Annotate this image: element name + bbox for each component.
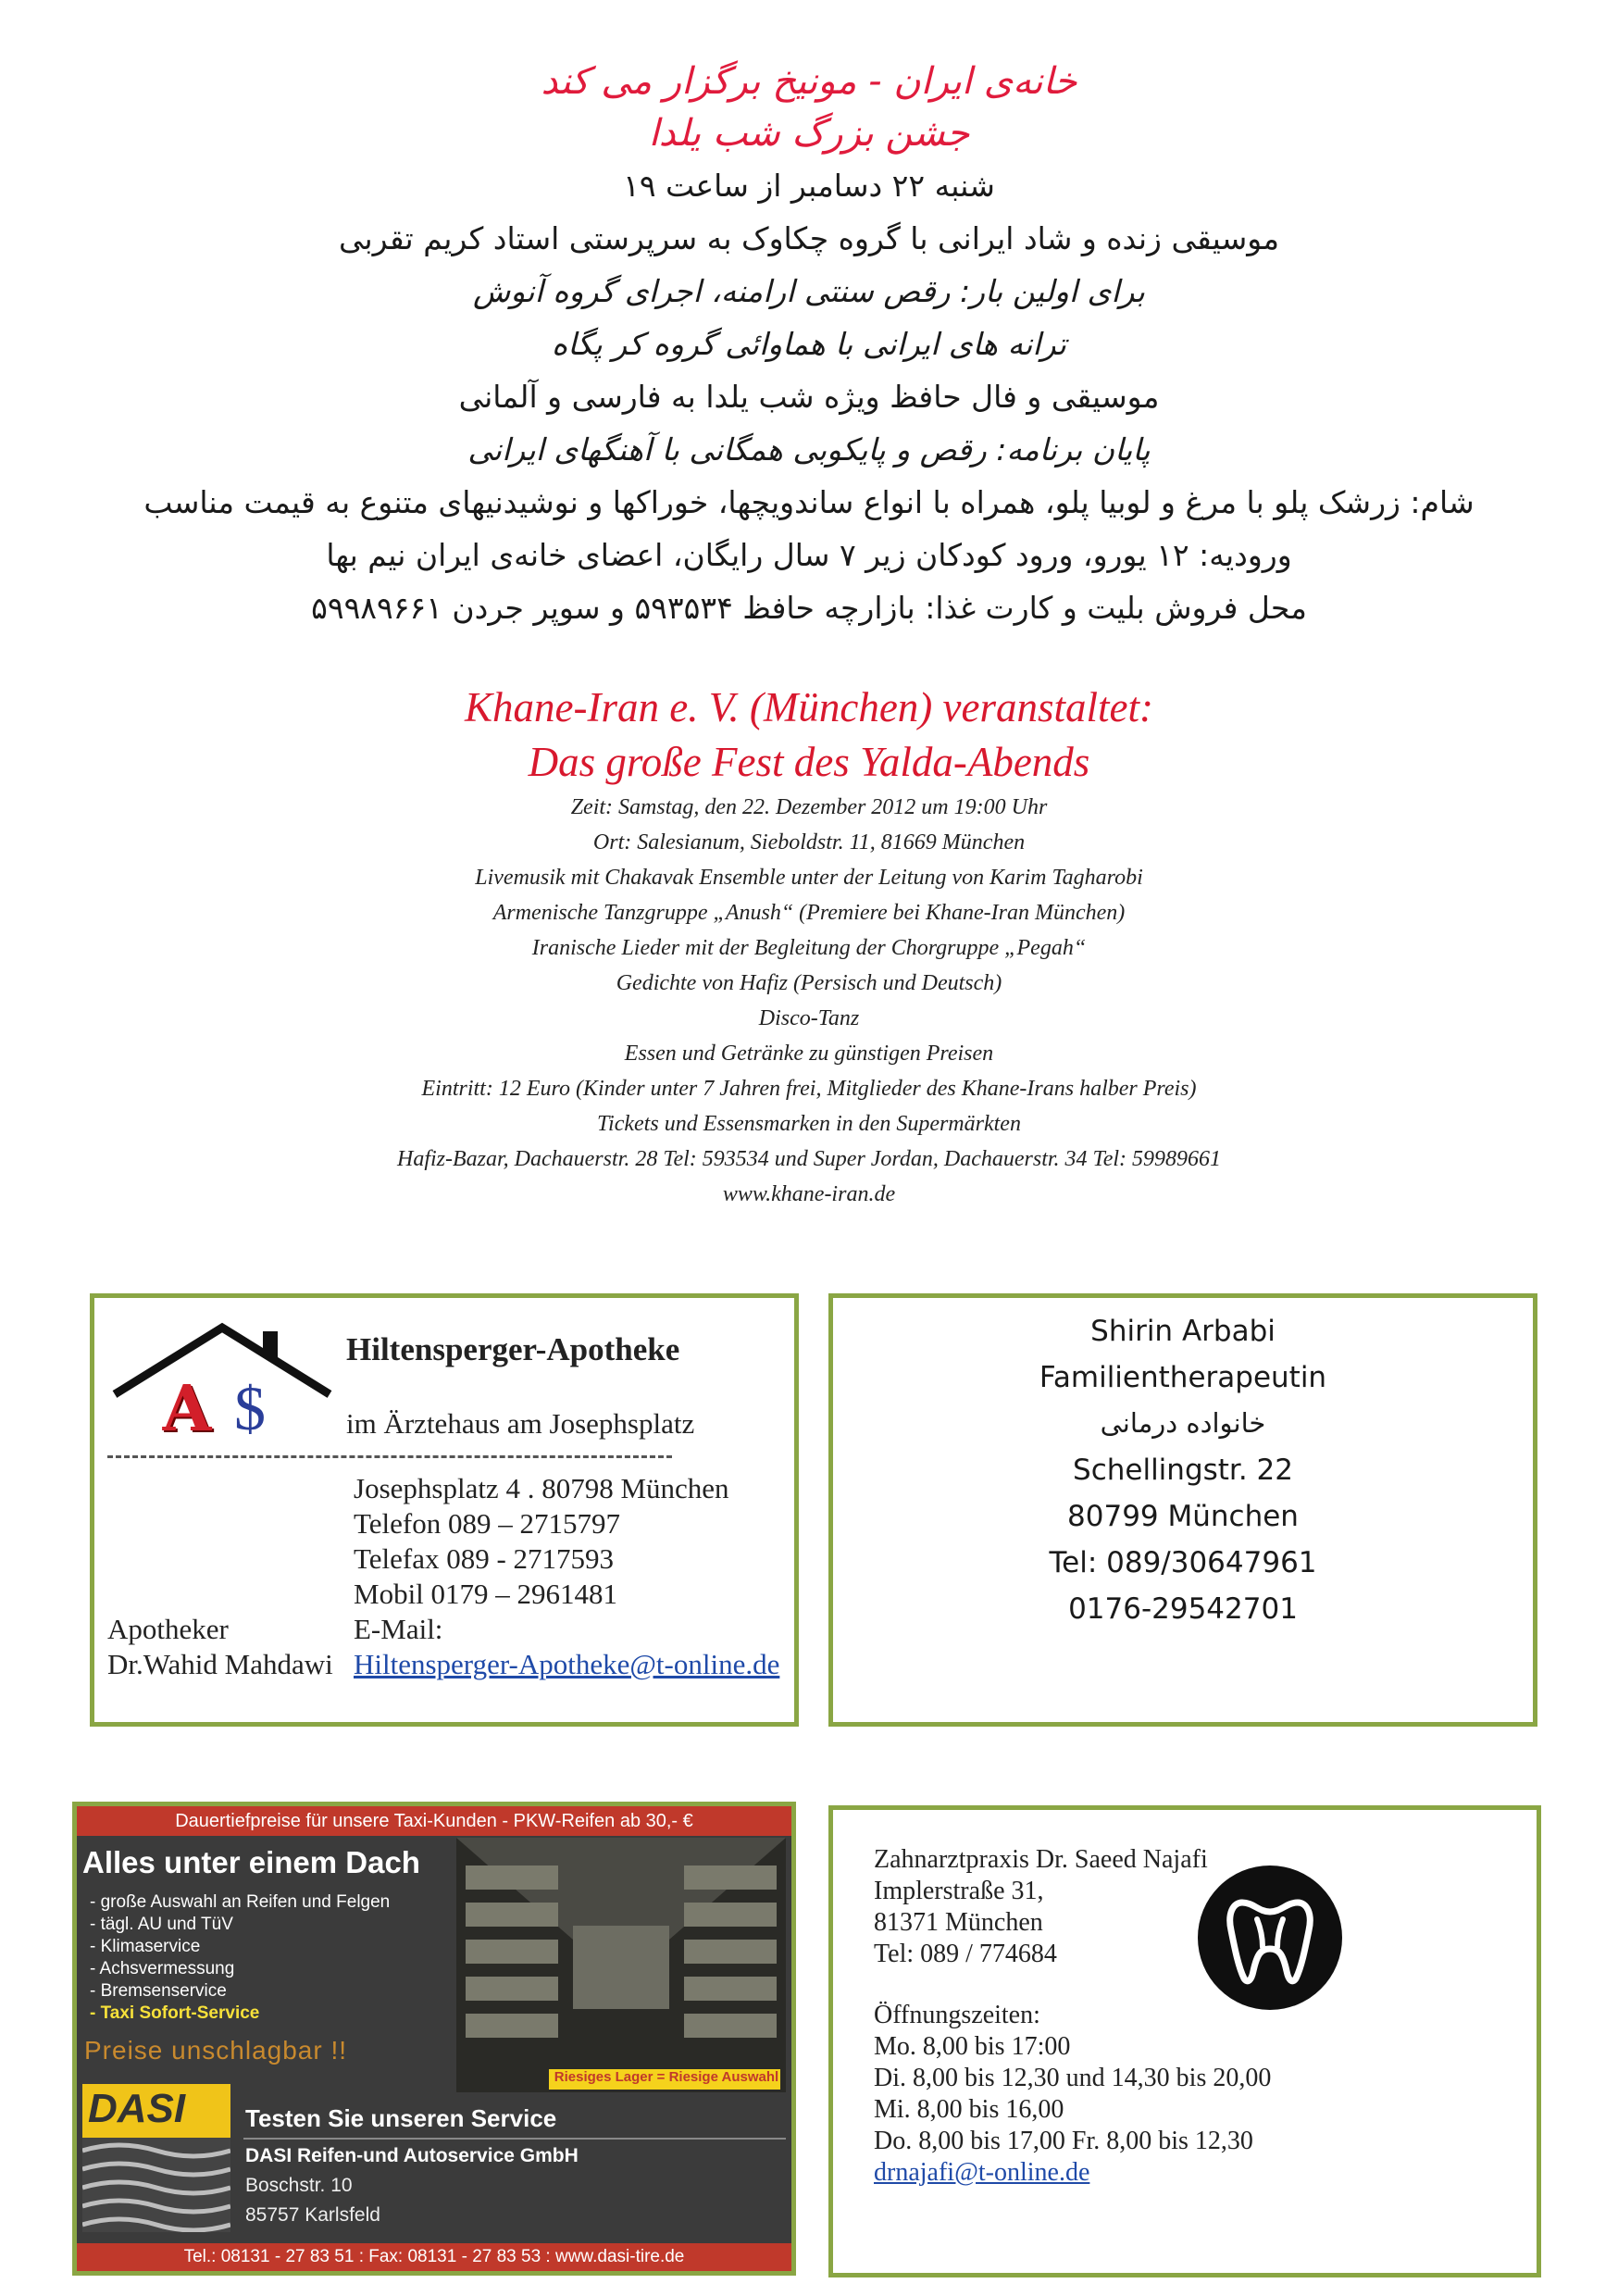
dentist-name: Zahnarztpraxis Dr. Saeed Najafi [874,1845,1208,1874]
pharmacy-caduceus-icon: $ [234,1373,266,1443]
pharmacy-person: Dr.Wahid Mahdawi [107,1648,333,1680]
dasi-street: Boschstr. 10 [245,2175,353,2196]
pharmacy-name: Hiltensperger-Apotheke [346,1331,680,1367]
pharmacy-subtitle: im Ärztehaus am Josephsplatz [346,1407,695,1440]
therapist-name: Shirin Arbabi [1090,1315,1276,1348]
persian-line-date: شنبه ۲۲ دسامبر از ساعت ۱۹ [623,168,995,204]
german-line-dance: Armenische Tanzgruppe „Anush“ (Premiere bei Khane-Iran München) [492,901,1126,925]
dentist-hours-mi: Mi. 8,00 bis 16,00 [874,2095,1064,2124]
pharmacy-phone: Telefon 089 – 2715797 [354,1507,620,1540]
dentist-ad [828,1805,1541,2277]
dasi-logo [82,2084,230,2232]
persian-line-hafez: موسیقی و فال حافظ ویژه شب یلدا به فارسی و آلمانی [458,379,1160,415]
pharmacy-email-label: E-Mail: [354,1613,443,1645]
dentist-phone: Tel: 089 / 774684 [874,1940,1057,1968]
pharmacy-mobile: Mobil 0179 – 2961481 [354,1578,618,1610]
persian-line-songs: ترانه های ایرانی با هماوائی گروه کر پگاه [552,326,1066,362]
persian-title-2: جشن بزرگ شب یلدا [648,112,970,155]
german-title-2: Das große Fest des Yalda-Abends [528,739,1090,785]
german-line-time: Zeit: Samstag, den 22. Dezember 2012 um 19:00 Uhr [570,795,1048,819]
dentist-city: 81371 München [874,1908,1043,1937]
german-line-poems: Gedichte von Hafiz (Persisch und Deutsch) [616,971,1002,995]
dasi-bullet: - Bremsenservice [90,1981,227,2001]
dentist-email-link[interactable]: drnajafi@t-online.de [874,2158,1090,2187]
dasi-company: DASI Reifen-und Autoservice GmbH [245,2145,579,2166]
persian-line-tickets: محل فروش بلیت و کارت غذا: بازارچه حافظ ۵۹۳۵۳۴ و سوپر جردن ۵۹۹۸۹۶۶۱ [311,590,1307,626]
dentist-hours-mo: Mo. 8,00 bis 17:00 [874,2032,1071,2061]
german-line-disco: Disco-Tanz [758,1006,860,1030]
therapist-mobile: 0176-29542701 [1068,1592,1298,1626]
therapist-title-persian: خانواده درمانی [1100,1407,1266,1439]
tire-tread-icon [82,2138,230,2232]
persian-line-dance: برای اولین بار: رقص سنتی ارامنه، اجرای گروه آنوش [473,273,1145,309]
dentist-hours-do-fr: Do. 8,00 bis 17,00 Fr. 8,00 bis 12,30 [874,2127,1253,2155]
german-line-place: Ort: Salesianum, Sieboldstr. 11, 81669 München [592,830,1026,855]
dasi-lager-label: Riesiges Lager = Riesige Auswahl [554,2069,779,2085]
therapist-phone: Tel: 089/30647961 [1049,1546,1317,1579]
dasi-logo-text: DASI [88,2086,186,2131]
therapist-title: Familientherapeutin [1039,1361,1327,1394]
pharmacy-email-link[interactable]: Hiltensperger-Apotheke@t-online.de [354,1648,780,1680]
german-line-website[interactable]: www.khane-iran.de [722,1182,896,1206]
dasi-tire-ad [72,1802,796,2276]
dasi-bullet-taxi: - Taxi Sofort-Service [90,2003,260,2023]
dasi-banner: Dauertiefpreise für unsere Taxi-Kunden - PKW-Reifen ab 30,- € [77,1806,791,1836]
persian-title-1: خانه‌ی ایران - مونیخ برگزار می کند [541,60,1077,103]
dasi-warehouse-photo [456,1838,786,2092]
pharmacy-divider [107,1455,672,1458]
persian-line-dinner: شام: زرشک پلو با مرغ و لوبیا پلو، همراه با انواع ساندویچها، خوراکها و نوشیدنیهای متنوع به قیمت مناسب [143,484,1475,520]
dasi-footer: Tel.: 08131 - 27 83 51 : Fax: 08131 - 27 83 53 : www.dasi-tire.de [77,2243,791,2271]
tooth-logo-icon [1196,1864,1344,2012]
persian-line-entry: ورودیه: ۱۲ یورو، ورود کودکان زیر ۷ سال رایگان، اعضای خانه‌ی ایران نیم بها [326,537,1292,573]
pharmacy-address: Josephsplatz 4 . 80798 München [354,1472,729,1504]
dasi-bullet-list [90,1891,390,2025]
dasi-slogan: Preise unschlagbar !! [84,2036,348,2065]
therapist-city: 80799 München [1067,1500,1299,1533]
pharmacy-role: Apotheker [107,1613,229,1645]
german-title-1: Khane-Iran e. V. (München) veranstaltet: [465,684,1153,730]
pharmacy-ad [90,1293,799,1727]
dentist-hours-title: Öffnungszeiten: [874,2001,1040,2029]
therapist-street: Schellingstr. 22 [1073,1454,1293,1487]
persian-line-music: موسیقی زنده و شاد ایرانی با گروه چکاوک به سرپرستی استاد کریم تقربی [338,220,1280,256]
dentist-hours-di: Di. 8,00 bis 12,30 und 14,30 bis 20,00 [874,2064,1272,2092]
german-line-tickets: Tickets und Essensmarken in den Supermärkten [597,1112,1021,1136]
dasi-bullet: - tägl. AU und TüV [90,1915,233,1934]
dentist-street: Implerstraße 31, [874,1877,1044,1905]
dasi-divider [243,2138,786,2140]
german-line-shops: Hafiz-Bazar, Dachauerstr. 28 Tel: 593534 und Super Jordan, Dachauerstr. 34 Tel: 59989661 [396,1147,1221,1171]
german-line-songs: Iranische Lieder mit der Begleitung der Chorgruppe „Pegah“ [531,936,1087,960]
pharmacy-fax: Telefax 089 - 2717593 [354,1542,615,1575]
dasi-ad-image [77,1806,791,2271]
german-line-food: Essen und Getränke zu günstigen Preisen [624,1042,994,1066]
dasi-bullet: - Achsvermessung [90,1959,235,1978]
dasi-city: 85757 Karlsfeld [245,2204,380,2226]
therapist-ad [828,1293,1537,1727]
german-line-entry: Eintritt: 12 Euro (Kinder unter 7 Jahren frei, Mitglieder des Khane-Irans halber Preis) [421,1077,1197,1101]
persian-line-end: پایان برنامه: رقص و پایکوبی همگانی با آهنگهای ایرانی [467,431,1151,468]
dasi-bullet: - große Auswahl an Reifen und Felgen [90,1892,391,1912]
persian-announcement [0,56,1618,634]
dasi-bullet: - Klimaservice [90,1937,201,1956]
pharmacy-a-logo: A [162,1372,212,1446]
dasi-test-service: Testen Sie unseren Service [245,2104,557,2132]
german-line-music: Livemusik mit Chakavak Ensemble unter der Leitung von Karim Tagharobi [475,866,1143,890]
german-announcement [0,680,1618,1212]
dasi-headline: Alles unter einem Dach [82,1845,420,1879]
